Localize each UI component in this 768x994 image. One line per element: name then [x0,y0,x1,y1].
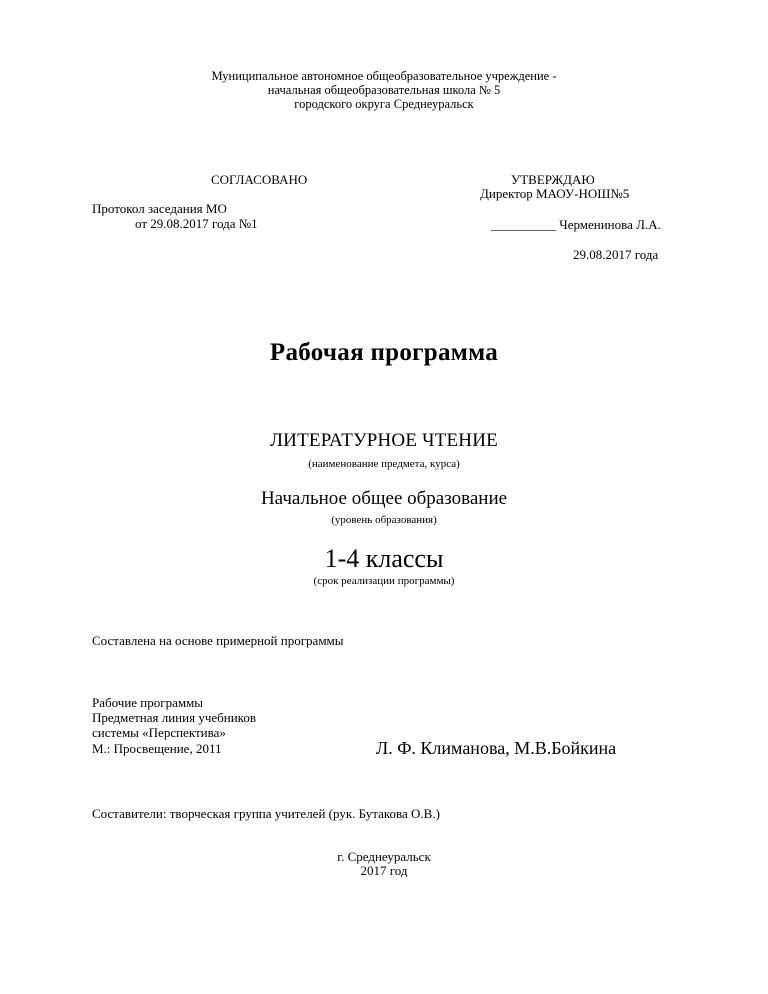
education-level-caption: (уровень образования) [331,514,437,526]
subject-caption: (наименование предмета, курса) [308,458,460,470]
textbooks-line-1: Рабочие программы [92,695,204,710]
page-title: Рабочая программа [269,339,499,366]
protocol-line: Протокол заседания МО [92,201,227,216]
approval-date: 29.08.2017 года [573,247,659,262]
institution-line-1: Муниципальное автономное общеобразовательное учреждение - [211,69,557,83]
footer-year: 2017 год [360,863,408,878]
grades-range: 1-4 классы [324,544,444,573]
approve-heading: УТВЕРЖДАЮ [511,172,595,187]
agreed-heading: СОГЛАСОВАНО [211,172,308,187]
compilers-line: Составители: творческая группа учителей (рук. Бутакова О.В.) [92,806,440,821]
textbooks-line-4: М.: Просвещение, 2011 [92,741,222,756]
grades-caption: (срок реализации программы) [313,575,455,587]
subject-name: ЛИТЕРАТУРНОЕ ЧТЕНИЕ [270,430,498,451]
director-signature: __________ Черменинова Л.А. [491,217,661,232]
institution-line-2: начальная общеобразовательная школа № 5 [267,83,501,97]
education-level: Начальное общее образование [260,488,508,509]
basis-line: Составлена на основе примерной программы [92,633,344,648]
textbooks-line-2: Предметная линия учебников [92,710,256,725]
textbook-authors: Л. Ф. Климанова, М.В.Бойкина [376,738,617,758]
director-position: Директор МАОУ-НОШ№5 [480,186,630,201]
textbooks-line-3: системы «Перспектива» [92,725,226,740]
institution-line-3: городского округа Среднеуральск [294,97,474,111]
footer-city: г. Среднеуральск [337,849,431,864]
protocol-date: от 29.08.2017 года №1 [135,216,258,231]
